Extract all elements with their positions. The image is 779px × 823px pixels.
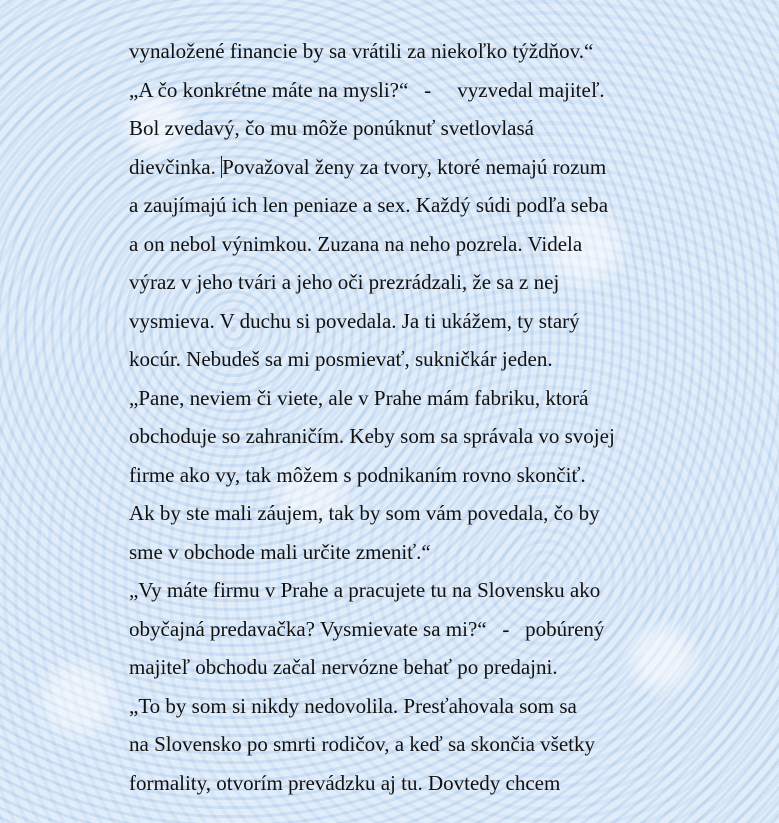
text-line: obchoduje so zahraničím. Keby som sa správala vo svojej	[129, 424, 615, 448]
text-line: formality, otvorím prevádzku aj tu. Dovtedy chcem	[129, 770, 561, 795]
text-line: „Pane, neviem či viete, ale v Prahe mám fabriku, ktorá	[129, 385, 589, 410]
text-line: firme ako vy, tak môžem s podnikaním rovno skončiť.	[129, 462, 586, 487]
text-line: vynaložené financie by sa vrátili za niekoľko týždňov.“	[129, 39, 594, 63]
text-line: sme v obchode mali určite zmeniť.“	[129, 539, 431, 564]
text-line: obyčajná predavačka? Vysmievate sa mi?“ - pobúrený	[129, 616, 605, 641]
text-cursor	[221, 156, 222, 178]
text-line: Bol zvedavý, čo mu môže ponúknuť svetlovlasá	[129, 116, 534, 140]
text-line: dievčinka. Považoval ženy za tvory, ktoré nemajú rozum	[129, 154, 607, 179]
text-line: „Vy máte firmu v Prahe a pracujete tu na Slovensku ako	[129, 578, 601, 602]
text-line: vysmieva. V duchu si povedala. Ja ti ukážem, ty starý	[129, 308, 580, 333]
text-line: a on nebol výnimkou. Zuzana na neho pozrela. Videla	[129, 231, 583, 256]
text-line: kocúr. Nebudeš sa mi posmievať, sukničkár jeden.	[129, 347, 553, 371]
text-line: výraz v jeho tvári a jeho oči prezrádzali, že sa z nej	[129, 270, 560, 294]
text-line: „A čo konkrétne máte na mysli?“ - vyzvedal majiteľ.	[129, 77, 605, 102]
text-line: na Slovensko po smrti rodičov, a keď sa skončia všetky	[129, 732, 595, 756]
text-line: Ak by ste mali záujem, tak by som vám povedala, čo by	[129, 501, 600, 525]
text-line: majiteľ obchodu začal nervózne behať po predajni.	[129, 655, 558, 679]
text-line: „To by som si nikdy nedovolila. Presťahovala som sa	[129, 693, 577, 718]
text-line: a zaujímajú ich len peniaze a sex. Každý súdi podľa seba	[129, 193, 609, 217]
document-body[interactable]	[129, 32, 729, 802]
